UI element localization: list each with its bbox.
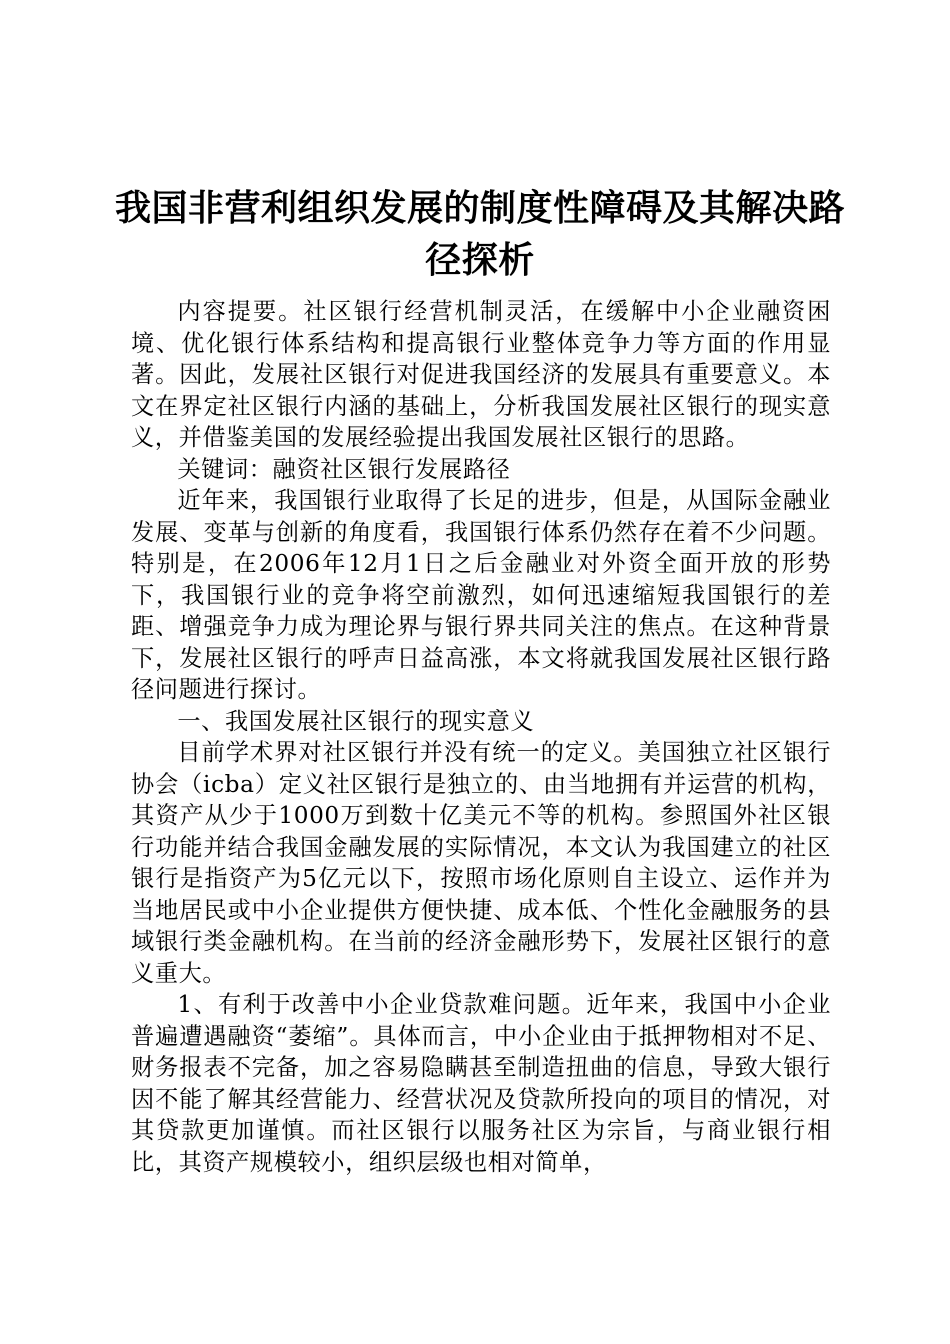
point-one-paragraph: 1、有利于改善中小企业贷款难问题。近年来，我国中小企业普遍遭遇融资“萎缩”。具体而言，中小企业由于抵押物相对不足、财务报表不完备，加之容易隐瞒甚至制造扭曲的信息，导致大银行因不能了解其经营能力、经营状况及贷款所投向的项目的情况，对其贷款更加谨慎。而社区银行以服务社区为宗旨，与商业银行相比，其资产规模较小，组织层级也相对简单，: [131, 991, 831, 1176]
keywords-line: 关键词：融资社区银行发展路径: [177, 455, 511, 483]
abstract-paragraph: 内容提要。社区银行经营机制灵活，在缓解中小企业融资困境、优化银行体系结构和提高银行业整体竞争力等方面的作用显著。因此，发展社区银行对促进我国经济的发展具有重要意义。本文在界定社区银行内涵的基础上，分析我国发展社区银行的现实意义，并借鉴美国的发展经验提出我国发展社区银行的思路。: [131, 298, 831, 451]
definition-paragraph: 目前学术界对社区银行并没有统一的定义。美国独立社区银行协会（icba）定义社区银行是独立的、由当地拥有并运营的机构，其资产从少于1000万到数十亿美元不等的机构。参照国外社区银行功能并结合我国金融发展的实际情况，本文认为我国建立的社区银行是指资产为5亿元以下，按照市场化原则自主设立、运作并为当地居民或中小企业提供方便快捷、成本低、个性化金融服务的县域银行类金融机构。在当前的经济金融形势下，发展社区银行的意义重大。: [131, 739, 831, 987]
intro-paragraph: 近年来，我国银行业取得了长足的进步，但是，从国际金融业发展、变革与创新的角度看，我国银行体系仍然存在着不少问题。特别是，在2006年12月1日之后金融业对外资全面开放的形势下，我国银行业的竞争将空前激烈，如何迅速缩短我国银行的差距、增强竞争力成为理论界与银行界共同关注的焦点。在这种背景下，发展社区银行的呼声日益高涨，本文将就我国发展社区银行路径问题进行探讨。: [131, 487, 831, 703]
document-body: [131, 296, 831, 1178]
document-title: 我国非营利组织发展的制度性障碍及其解决路径探析: [114, 187, 845, 281]
section-heading: 一、我国发展社区银行的现实意义: [177, 707, 535, 735]
